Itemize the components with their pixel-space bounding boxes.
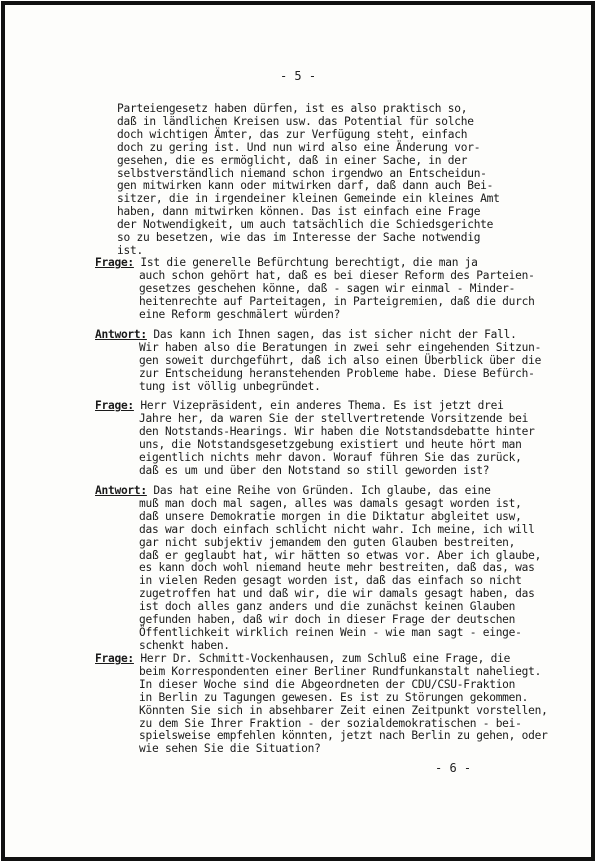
text-line: gefunden haben, daß wir doch in dieser Frage der deutschen: [139, 613, 516, 627]
text-line: ist doch alles ganz anders und die zunächst keinen Glauben: [139, 600, 516, 614]
text-line: Herr Dr. Schmitt-Vockenhausen, zum Schluß eine Frage, die: [133, 652, 511, 665]
text-line: das war doch einfach schlicht nicht wahr. Ich meine, ich will: [139, 522, 535, 536]
text-line: schenkt haben.: [139, 638, 230, 652]
text-line: daß in ländlichen Kreisen usw. das Potential für solche: [117, 114, 474, 128]
text-line: zur Entscheidung heranstehenden Probleme habe. Diese Befürch-: [139, 366, 535, 380]
text-line: Herr Vizepräsident, ein anderes Thema. Es ist jetzt drei: [133, 399, 504, 412]
paragraph-continuation: [117, 103, 500, 258]
answer-label: Antwort:: [95, 484, 147, 497]
question-block: [95, 400, 535, 477]
question-block: [95, 257, 535, 322]
text-line: in Berlin zu Tagungen gewesen. Es ist zu Störungen gekommen.: [139, 690, 529, 704]
page-number-header: - 5 -: [279, 69, 317, 83]
text-line: daß es um und über den Notstand so still geworden ist?: [139, 463, 490, 477]
text-line: Jahre her, da waren Sie der stellvertretende Vorsitzende bei: [139, 411, 529, 425]
text-line: gar nicht subjektiv jemandem den guten Glauben bestreiten,: [139, 535, 516, 549]
text-line: heitenrechte auf Parteitagen, in Parteigremien, daß die durch: [139, 294, 535, 308]
text-line: eine Reform geschmälert würden?: [139, 307, 341, 321]
text-line: gen mitwirken kann oder mitwirken darf, daß dann auch Bei-: [117, 179, 494, 193]
text-line: daß unsere Demokratie morgen in die Diktatur abgleitet usw,: [139, 509, 522, 523]
text-line: wie sehen Sie die Situation?: [139, 742, 321, 756]
answer-label: Antwort:: [95, 328, 147, 341]
text-line: so zu besetzen, wie das im Interesse der Sache notwendig: [117, 231, 481, 245]
text-line: Das kann ich Ihnen sagen, das ist sicher nicht der Fall.: [146, 328, 517, 341]
text-line: Parteiengesetz haben dürfen, ist es also praktisch so,: [117, 102, 468, 115]
page-number-footer: - 6 -: [435, 761, 472, 775]
text-line: zugetroffen hat und daß wir, die wir damals gesagt haben, das: [139, 587, 535, 601]
text-line: es kann doch wohl niemand heute mehr bestreiten, daß das, was: [139, 561, 535, 575]
text-line: daß er geglaubt hat, wir hätten so etwas vor. Aber ich glaube,: [139, 548, 542, 562]
text-line: muß man doch mal sagen, alles was damals gesagt worden ist,: [139, 496, 522, 510]
text-line: selbstverständlich niemand schon irgendwo an Entscheidun-: [117, 166, 487, 180]
text-line: gesehen, die es ermöglicht, daß in einer Sache, in der: [117, 153, 468, 167]
answer-block: [95, 329, 541, 394]
text-line: ist.: [117, 243, 143, 257]
text-line: beim Korrespondenten einer Berliner Rundfunkanstalt naheliegt.: [139, 664, 542, 678]
document-page: [5, 5, 591, 857]
text-line: uns, die Notstandsgesetzgebung existiert und heute hört man: [139, 437, 522, 451]
text-line: in vielen Reden gesagt worden ist, daß das einfach so nicht: [139, 574, 522, 588]
text-line: sitzer, die in irgendeiner kleinen Gemeinde ein kleines Amt: [117, 192, 500, 206]
text-line: auch schon gehört hat, daß es bei dieser Reform des Parteien-: [139, 268, 535, 282]
text-line: In dieser Woche sind die Abgeordneten der CDU/CSU-Fraktion: [139, 677, 516, 691]
text-line: der Notwendigkeit, um auch tatsächlich die Schiedsgerichte: [117, 218, 494, 232]
text-line: doch zu gering ist. Und nun wird also eine Änderung vor-: [117, 140, 481, 154]
text-line: doch wichtigen Ämter, das zur Verfügung steht, einfach: [117, 127, 468, 141]
text-line: den Notstands-Hearings. Wir haben die Notstandsdebatte hinter: [139, 424, 535, 438]
text-line: Könnten Sie sich in absehbarer Zeit einen Zeitpunkt vorstellen,: [139, 703, 548, 717]
question-label: Frage:: [95, 652, 134, 665]
text-line: Das hat eine Reihe von Gründen. Ich glaube, das eine: [146, 484, 491, 497]
text-line: gesetzes geschehen könne, daß - sagen wir einmal - Minder-: [139, 281, 516, 295]
text-line: tung ist völlig unbegründet.: [139, 379, 321, 393]
text-line: haben, dann mitwirken können. Das ist einfach eine Frage: [117, 205, 481, 219]
question-block: [95, 653, 548, 756]
answer-block: [95, 485, 541, 653]
text-line: Ist die generelle Befürchtung berechtigt, die man ja: [133, 256, 478, 269]
question-label: Frage:: [95, 256, 134, 269]
text-line: gen soweit durchgeführt, daß ich also einen Überblick über die: [139, 353, 542, 367]
text-line: zu dem Sie Ihrer Fraktion - der sozialdemokratischen - bei-: [139, 716, 522, 730]
text-line: eigentlich nichts mehr davon. Worauf führen Sie das zurück,: [139, 450, 522, 464]
text-line: Öffentlichkeit wirklich reinen Wein - wie man sagt - einge-: [139, 625, 522, 639]
text-line: Wir haben also die Beratungen in zwei sehr eingehenden Sitzun-: [139, 340, 542, 354]
text-line: spielsweise empfehlen könnten, jetzt nach Berlin zu gehen, oder: [139, 729, 548, 743]
question-label: Frage:: [95, 399, 134, 412]
